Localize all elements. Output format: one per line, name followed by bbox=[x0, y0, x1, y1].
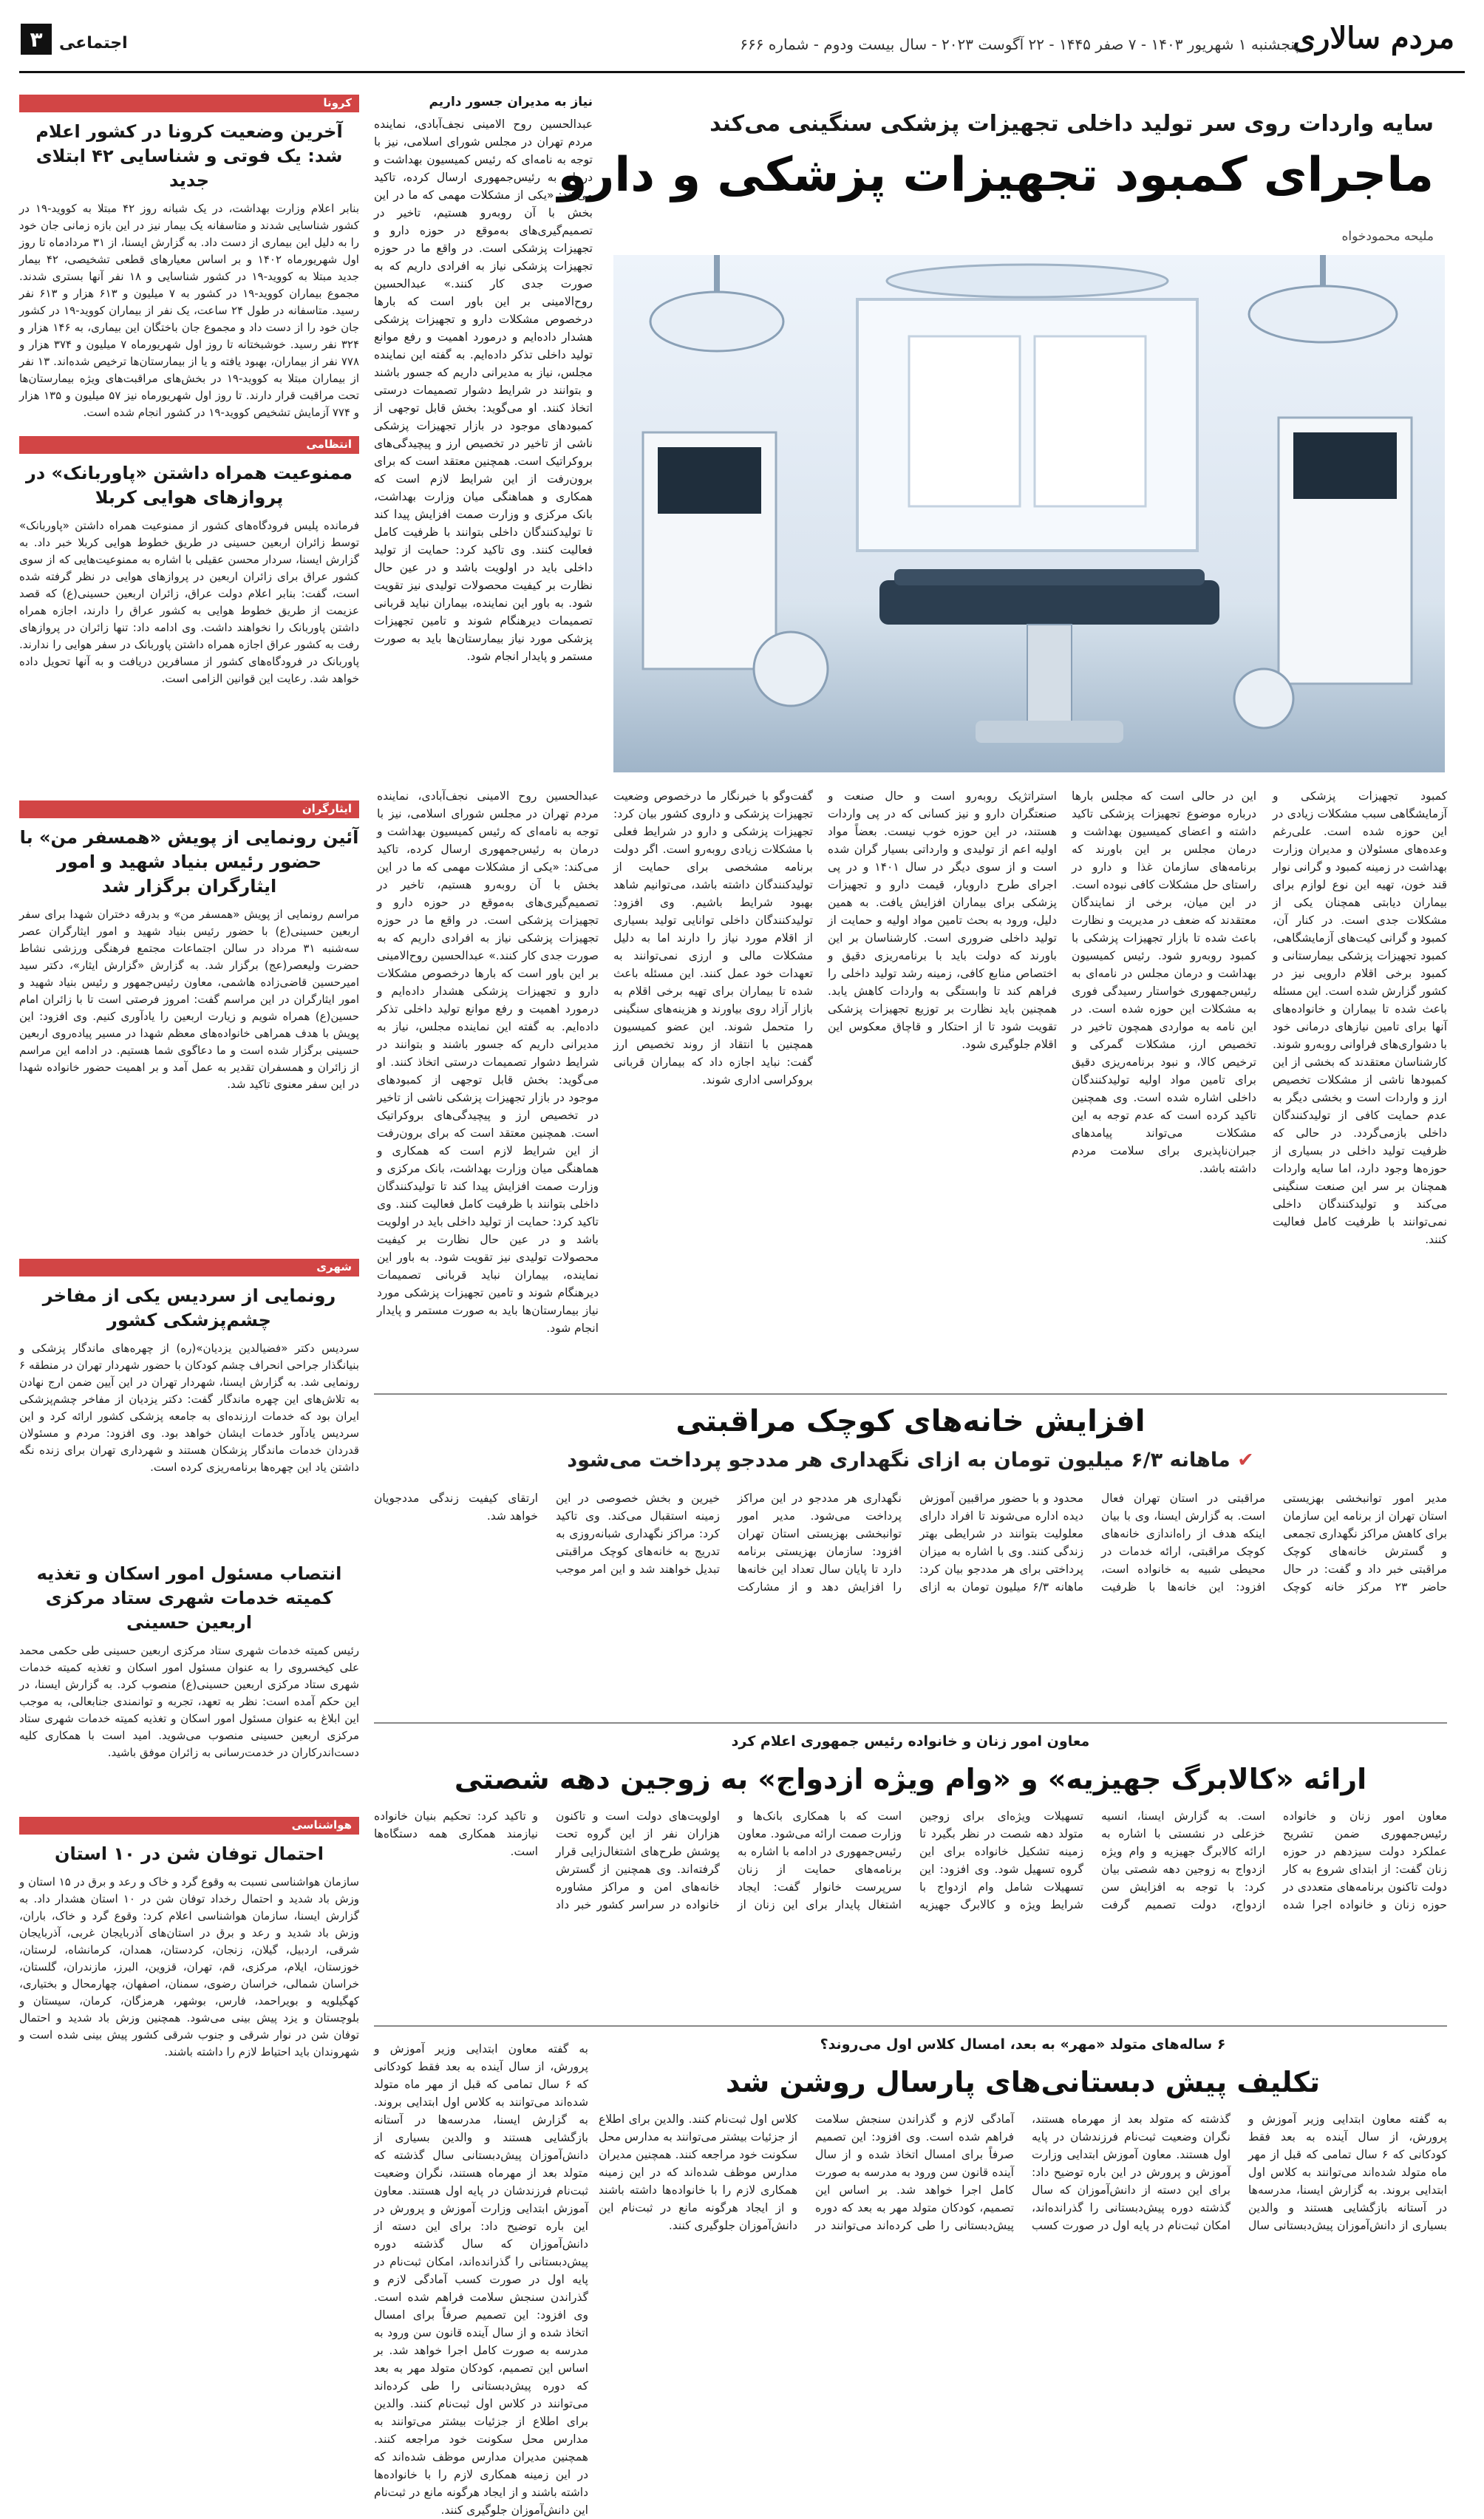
story3-title: ارائه «کالابرگ جهیزیه» و «وام ویژه ازدواج» به زوجین دهه شصتی bbox=[454, 1763, 1367, 1795]
lead-column-3: استراتژیک روبه‌رو است و حال صنعت و صنعتگران دارو و نیز کسانی که در پی واردات هستند، در این حوزه خوب نیست. بعضاً مواد اولیه اعم از تولیدی و وارداتی بسیار گران شده است و از سوی دیگر در سال ۱۴۰۱ و در پی اجرای طرح دارویار، قیمت دارو و تجهیزات پزشکی برای بیماران افزایش یافت. به همین دلیل، ورود به بحث تامین مواد اولیه و حمایت از تولید داخلی ضروری است. کارشناسان بر این باورند که دولت باید با برنامه‌ریزی دقیق و اختصاص منابع کافی، زمینه رشد تولید داخلی را فراهم کند تا وابستگی به واردات کاهش یابد. همچنین باید نظارت بر توزیع تجهیزات پزشکی تقویت شود تا از احتکار و قاچاق معکوس این اقلام جلوگیری شود. bbox=[828, 789, 1058, 1051]
lead-column-4: گفت‌وگو با خبرنگار ما درخصوص وضعیت تجهیزات پزشکی و داروی کشور بیان کرد: تجهیزات پزشکی و دارو در شرایط فعلی با مشکلات زیادی روبه‌رو است. اگر دولت برنامه مشخصی برای حمایت از تولیدکنندگان داشته باشد، می‌توانیم شاهد بهبود شرایط باشیم. وی افزود: تولیدکنندگان داخلی توانایی تولید بسیاری از اقلام مورد نیاز را دارند اما به دلیل مشکلات مالی و ارزی نمی‌توانند به تعهدات خود عمل کنند. این مسئله باعث شده تا بیماران برای تهیه برخی اقلام به بازار آزاد روی بیاورند و هزینه‌های سنگینی را متحمل شوند. این عضو کمیسیون همچنین با انتقاد از روند تخصیص ارز گفت: نباید اجازه داد که بیماران قربانی بروکراسی اداری شوند. bbox=[613, 789, 813, 1087]
lead-column-1: کمبود تجهیزات پزشکی و آزمایشگاهی سبب مشکلات زیادی در این حوزه شده است. علی‌رغم وعده‌های مسئولان و مدیران وزارت بهداشت در زمینه کمبود و گرانی نوار قند خون، تهیه این نوع لوازم برای بیماران دیابتی همچنان یکی از مشکلات جدی است. در کنار آن، کمبود و گرانی کیت‌های آزمایشگاهی، کمبود تجهیزات پزشکی بیمارستانی و کمبود برخی اقلام دارویی نیز در کشور گزارش شده است. این مسئله باعث شده تا بیماران و خانواده‌های آنها برای تامین نیازهای درمانی خود با دشواری‌های فراوانی روبه‌رو شوند. کارشناسان معتقدند که بخشی از این کمبودها ناشی از مشکلات تخصیص ارز و واردات است و بخشی دیگر به عدم حمایت کافی از تولیدکنندگان داخلی بازمی‌گردد. در حالی که ظرفیت تولید داخلی در بسیاری از حوزه‌ها وجود دارد، اما سایه واردات همچنان بر سر این صنعت سنگینی می‌کند و تولیدکنندگان داخلی نمی‌توانند با ظرفیت کامل فعالیت کنند. bbox=[1273, 789, 1447, 1246]
story3-kicker: معاون امور زنان و خانواده رئیس جمهوری اعلام کرد bbox=[731, 1733, 1090, 1750]
sidebar-story-appointment bbox=[19, 1562, 359, 1806]
newspaper-brand: مردم سالاری bbox=[1292, 21, 1454, 55]
story2-subtitle bbox=[374, 1449, 1447, 1472]
story-headline: رونمایی از سردیس یکی از مفاخر چشم‌پزشکی کشور bbox=[42, 1285, 336, 1330]
lead-column-5: عبدالحسین روح الامینی نجف‌آبادی، نماینده مردم تهران در مجلس شورای اسلامی، نیز با توجه به نامه‌ای که رئیس کمیسیون بهداشت و درمان به رئیس‌جمهوری ارسال کرده، تاکید می‌کند: «یکی از مشکلات مهمی که ما در این بخش با آن روبه‌رو هستیم، تاخیر در تصمیم‌گیری‌های به‌موقع در حوزه دارو و تجهیزات پزشکی است. در واقع ما در حوزه تجهیزات پزشکی نیاز به افرادی داریم که به صورت جدی کار کنند.» عبدالحسین روح‌الامینی بر این باور است که بارها درخصوص مشکلات دارو و تجهیزات پزشکی هشدار داده‌ایم و درمورد اهمیت و رفع موانع تولید داخلی تذکر داده‌ایم. به گفته این نماینده مجلس، نیاز به مدیرانی داریم که جسور باشند و بتوانند در شرایط دشوار تصمیمات درستی اتخاذ کنند. او می‌گوید: بخش قابل توجهی از کمبودهای موجود در بازار تجهیزات پزشکی ناشی از تاخیر در تخصیص ارز و پیچیدگی‌های بروکراتیک است. همچنین معتقد است که برای برون‌رفت از این شرایط لازم است که همکاری و هماهنگی میان وزارت بهداشت، بانک مرکزی و وزارت صمت افزایش پیدا کند تا تولیدکنندگان داخلی بتوانند با ظرفیت کامل فعالیت کنند. وی تاکید کرد: حمایت از تولید داخلی باید در اولویت باشد و در عین حال نظارت بر کیفیت محصولات تولیدی نیز تقویت شود. به باور این نماینده، بیماران نباید قربانی تصمیمات دیرهنگام شوند و تامین تجهیزات پزشکی مورد نیاز بیمارستان‌ها باید به صورت مستمر و پایدار انجام شود. bbox=[377, 789, 599, 1335]
category-tag: شهری bbox=[19, 1259, 359, 1277]
lead-kicker: سایه واردات روی سر تولید داخلی تجهیزات پزشکی سنگینی می‌کند bbox=[709, 111, 1434, 137]
section-title: اجتماعی bbox=[59, 34, 128, 52]
sidebar-news bbox=[19, 95, 359, 2342]
story4-body-left: به گفته معاون ابتدایی وزیر آموزش و پرورش، از سال آینده به بعد فقط کودکانی که ۶ سال تمامی که قبل از مهر ماه متولد شده‌اند می‌توانند به کلاس اول ابتدایی بروند. به گزارش ایسنا، مدرسه‌ها در آستانه بازگشایی هستند و والدین بسیاری از دانش‌آموزان پیش‌دبستانی سال گذشته که متولد بعد از مهرماه هستند، نگران وضعیت ثبت‌نام فرزندشان در پایه اول هستند. معاون آموزش ابتدایی وزارت آموزش و پرورش در این باره توضیح داد: برای این دسته از دانش‌آموزان که سال گذشته دوره پیش‌دبستانی را گذرانده‌اند، امکان ثبت‌نام در پایه اول در صورت کسب آمادگی لازم و گذراندن سنجش سلامت فراهم شده است. وی افزود: این تصمیم صرفاً برای امسال اتخاذ شده و از سال آینده قانون سن ورود به مدرسه به صورت کامل اجرا خواهد شد. بر اساس این تصمیم، کودکان متولد مهر به بعد که دوره پیش‌دبستانی را طی کرده‌اند می‌توانند در کلاس اول ثبت‌نام کنند. والدین برای اطلاع از جزئیات بیشتر می‌توانند به مدارس محل سکونت خود مراجعه کنند. همچنین مدیران مدارس موظف شده‌اند که در این زمینه همکاری لازم را با خانواده‌ها داشته باشند و از ایجاد هرگونه مانع در ثبت‌نام این دانش‌آموزان جلوگیری کنند. bbox=[374, 2042, 588, 2517]
sidebar-story-veterans bbox=[19, 800, 359, 1251]
story-headline: ممنوعیت همراه داشتن «پاوربانک» در پروازهای هوایی کربلا bbox=[26, 463, 353, 508]
sidebar-story-corona bbox=[19, 95, 359, 427]
story-body: رئیس کمیته خدمات شهری ستاد مرکزی اربعین حسینی طی حکمی محمد علی کیخسروی را به عنوان مسئول امور اسکان و تغذیه کمیته خدمات شهری ستاد مرکزی اربعین حسینی(ع) منصوب کرد. به گزارش ایسنا، در این حکم آمده است: نظر به تعهد، تجربه و توانمندی جنابعالی، به موجب این ابلاغ به عنوان مسئول امور اسکان و تغذیه کمیته خدمات شهری ستاد مرکزی اربعین حسینی منصوب می‌شوید. امید است با همکاری کلیه دست‌اندرکاران در خدمت‌رسانی به زائران موفق باشید. bbox=[19, 1644, 359, 1759]
lead-title: ماجرای کمبود تجهیزات پزشکی و دارو bbox=[557, 148, 1434, 203]
page-number: ۳ bbox=[21, 24, 52, 55]
section-divider bbox=[374, 1722, 1447, 1724]
story-body: سازمان هواشناسی نسبت به وقوع گرد و خاک و رعد و برق در ۱۵ استان و وزش باد شدید و احتمال رخداد توفان شن در ۱۰ استان هشدار داد. به گزارش ایسنا، سازمان هواشناسی اعلام کرد: وقوع گرد و خاک، باران، وزش باد شدید و رعد و برق در استان‌های آذربایجان غربی، آذربایجان شرقی، اردبیل، گیلان، زنجان، کردستان، همدان، کرمانشاه، لرستان، خوزستان، ایلام، مرکزی، قم، تهران، قزوین، البرز، مازندران، گلستان، خراسان شمالی، خراسان رضوی، سمنان، اصفهان، چهارمحال و بختیاری، کهگیلویه و بویراحمد، فارس، بوشهر، هرمزگان، کرمان، سیستان و بلوچستان و یزد پیش بینی می‌شود. همچنین وزش باد شدید و احتمال توفان شن در نوار شرقی و جنوب شرقی کشور پیش بینی شده است و شهروندان باید احتیاط لازم را داشته باشند. bbox=[19, 1875, 359, 2059]
story4-title: تکلیف پیش دبستانی‌های پارسال روشن شد bbox=[725, 2066, 1321, 2098]
sidebar-story-city bbox=[19, 1259, 359, 1547]
category-tag: کرونا bbox=[19, 95, 359, 112]
story2-title: افزایش خانه‌های کوچک مراقبتی bbox=[675, 1404, 1146, 1438]
story2-subtitle-text: ماهانه ۶/۳ میلیون تومان به ازای نگهداری هر مددجو پرداخت می‌شود bbox=[567, 1449, 1231, 1472]
story4-body: به گفته معاون ابتدایی وزیر آموزش و پرورش، از سال آینده به بعد فقط کودکانی که ۶ سال تمامی که قبل از مهر ماه متولد شده‌اند می‌توانند به کلاس اول ابتدایی بروند. به گزارش ایسنا، مدرسه‌ها در آستانه بازگشایی هستند و والدین بسیاری از دانش‌آموزان پیش‌دبستانی سال گذشته که متولد بعد از مهرماه هستند، نگران وضعیت ثبت‌نام فرزندشان در پایه اول هستند. معاون آموزش ابتدایی وزارت آموزش و پرورش در این باره توضیح داد: برای این دسته از دانش‌آموزان که سال گذشته دوره پیش‌دبستانی را گذرانده‌اند، امکان ثبت‌نام در پایه اول در صورت کسب آمادگی لازم و گذراندن سنجش سلامت فراهم شده است. وی افزود: این تصمیم صرفاً برای امسال اتخاذ شده و از سال آینده قانون سن ورود به مدرسه به صورت کامل اجرا خواهد شد. بر اساس این تصمیم، کودکان متولد مهر به بعد که دوره پیش‌دبستانی را طی کرده‌اند می‌توانند در کلاس اول ثبت‌نام کنند. والدین برای اطلاع از جزئیات بیشتر می‌توانند به مدارس محل سکونت خود مراجعه کنند. همچنین مدیران مدارس موظف شده‌اند که در این زمینه همکاری لازم را با خانواده‌ها داشته باشند و از ایجاد هرگونه مانع در ثبت‌نام این دانش‌آموزان جلوگیری کنند. bbox=[599, 2112, 1447, 2232]
column-body: عبدالحسین روح الامینی نجف‌آبادی، نماینده مردم تهران در مجلس شورای اسلامی، نیز با توجه به نامه‌ای که رئیس کمیسیون بهداشت و درمان به رئیس‌جمهوری ارسال کرده، تاکید می‌کند: «یکی از مشکلات مهمی که ما در این بخش با آن روبه‌رو هستیم، تاخیر در تصمیم‌گیری‌های به‌موقع در حوزه دارو و تجهیزات پزشکی است. در واقع ما در حوزه تجهیزات پزشکی نیاز به افرادی داریم که به صورت جدی کار کنند.» عبدالحسین روح‌الامینی بر این باور است که بارها درخصوص مشکلات دارو و تجهیزات پزشکی هشدار داده‌ایم و درمورد اهمیت و رفع موانع تولید داخلی تذکر داده‌ایم. به گفته این نماینده مجلس، نیاز به مدیرانی داریم که جسور باشند و بتوانند در شرایط دشوار تصمیمات درستی اتخاذ کنند. او می‌گوید: بخش قابل توجهی از کمبودهای موجود در بازار تجهیزات پزشکی ناشی از تاخیر در تخصیص ارز و پیچیدگی‌های بروکراتیک است. همچنین معتقد است که برای برون‌رفت از این شرایط لازم است که همکاری و هماهنگی میان وزارت بهداشت، بانک مرکزی و وزارت صمت افزایش پیدا کند تا تولیدکنندگان داخلی بتوانند با ظرفیت کامل فعالیت کنند. وی تاکید کرد: حمایت از تولید داخلی باید در اولویت باشد و در عین حال نظارت بر کیفیت محصولات تولیدی نیز تقویت شود. به باور این نماینده، بیماران نباید قربانی تصمیمات دیرهنگام شوند و تامین تجهیزات پزشکی مورد نیاز بیمارستان‌ها باید به صورت مستمر و پایدار انجام شود. bbox=[374, 118, 593, 663]
lead-column-2: این در حالی است که مجلس بارها درباره موضوع تجهیزات پزشکی تاکید داشته و اعضای کمیسیون بهداشت و درمان مجلس بر این باورند که برنامه‌های سازمان غذا و دارو در راستای حل مشکلات کافی نبوده است. در این میان، برخی از نمایندگان معتقدند که ضعف در مدیریت و نظارت باعث شده تا بازار تجهیزات پزشکی با کمبود روبه‌رو شود. رئیس کمیسیون بهداشت و درمان مجلس در نامه‌ای به رئیس‌جمهوری خواستار رسیدگی فوری به مشکلات این حوزه شده است. در این نامه به مواردی همچون تاخیر در تخصیص ارز، مشکلات گمرکی و ترخیص کالا، و نبود برنامه‌ریزی دقیق برای تامین مواد اولیه تولیدکنندگان داخلی اشاره شده است. وی همچنین تاکید کرده است که عدم توجه به این مشکلات می‌تواند پیامدهای جبران‌ناپذیری برای سلامت مردم داشته باشد. bbox=[1072, 789, 1256, 1175]
header-divider bbox=[19, 71, 1465, 73]
masthead bbox=[0, 16, 1484, 68]
lead-byline: ملیحه محمودخواه bbox=[1341, 229, 1434, 244]
issue-line: پنجشنبه ۱ شهریور ۱۴۰۳ - ۷ صفر ۱۴۴۵ - ۲۲ آگوست ۲۰۲۳ - سال بیست ودوم - شماره ۶۶۶ bbox=[740, 35, 1299, 53]
sidebar-story-police bbox=[19, 436, 359, 850]
story3-body: معاون امور زنان و خانواده رئیس‌جمهوری ضمن تشریح عملکرد دولت سیزدهم در حوزه زنان گفت: از ابتدای شروع به کار دولت تاکنون برنامه‌های متعددی در حوزه زنان و خانواده اجرا شده است. به گزارش ایسنا، انسیه خزعلی در نشستی با اشاره به ارائه کالابرگ جهیزیه و وام ویژه ازدواج به زوجین دهه شصتی بیان کرد: با توجه به افزایش سن ازدواج، دولت تصمیم گرفت تسهیلات ویژه‌ای برای زوجین متولد دهه شصت در نظر بگیرد تا زمینه تشکیل خانواده برای این گروه تسهیل شود. وی افزود: این تسهیلات شامل وام ازدواج با شرایط ویژه و کالابرگ جهیزیه است که با همکاری بانک‌ها و وزارت صمت ارائه می‌شود. معاون رئیس‌جمهوری در ادامه با اشاره به برنامه‌های حمایت از زنان سرپرست خانوار گفت: ایجاد اشتغال پایدار برای این زنان از اولویت‌های دولت است و تاکنون هزاران نفر از این گروه تحت پوشش طرح‌های اشتغال‌زایی قرار گرفته‌اند. وی همچنین از گسترش خانه‌های امن و مراکز مشاوره خانواده در سراسر کشور خبر داد و تاکید کرد: تحکیم بنیان خانواده نیازمند همکاری همه دستگاه‌ها است. bbox=[374, 1809, 1447, 1911]
story-body: فرمانده پلیس فرودگاه‌های کشور از ممنوعیت همراه داشتن «پاوربانک» توسط زائران اربعین حسینی در طریق خطوط هوایی کربلا خبر داد. به گزارش ایسنا، سردار محسن عقیلی با اشاره به ممنوعیت‌هایی که از سوی کشور عراق برای زائران اربعین در پروازهای هوایی در نظر گرفته شده است، گفت: بنابر اعلام دولت عراق، زائران اربعین حسینی(ع) که قصد عزیمت از طریق خطوط هوایی به کشور عراق را دارند، اجازه همراه داشتن پاوربانک را نخواهند داشت. وی ادامه داد: تنها زائران در پروازهای رفت به کشور عراق اجازه همراه داشتن پاوربانک در سفر هوایی را ندارند. پاوربانک در فرودگاه‌های کشور از مسافرین دریافت و به آنها تحویل داده خواهد شد. رعایت این قوانین الزامی است. bbox=[19, 519, 359, 685]
story-headline: آخرین وضعیت کرونا در کشور اعلام شد: یک فوتی و شناسایی ۴۲ ابتلای جدید bbox=[35, 121, 343, 191]
category-tag: ایثارگران bbox=[19, 800, 359, 818]
story-body: سردیس دکتر «فضیالدین یزدیان»(ره) از چهره‌های ماندگار پزشکی و بنیانگذار جراحی انحراف چشم کودکان با حضور شهردار تهران در منطقه ۶ رونمایی شد. به گزارش ایسنا، شهردار تهران در این آیین ضمن ارج نهادن به تلاش‌های این چهره ماندگار گفت: دکتر یزدیان از مفاخر چشم‌پزشکی ایران بود که خدمات ارزنده‌ای به جامعه پزشکی کشور ارائه کرد و این سردیس یادآور خدمات ایشان خواهد بود. وی افزود: مردم و مسئولان قدردان خدمات ماندگار پزشکان هستند و شهرداری تهران برای زنده نگه داشتن یاد این چهره‌ها برنامه‌ریزی کرده است. bbox=[19, 1342, 359, 1474]
section-divider bbox=[374, 2025, 1447, 2027]
story2-body: مدیر امور توانبخشی بهزیستی استان تهران از برنامه این سازمان برای کاهش مراکز نگهداری تجمعی و گسترش خانه‌های کوچک مراقبتی خبر داد و گفت: در حال حاضر ۲۳ مرکز خانه کوچک مراقبتی در استان تهران فعال است. به گزارش ایسنا، وی با بیان اینکه هدف از راه‌اندازی خانه‌های کوچک مراقبتی، ارائه خدمات در محیطی شبیه به خانواده است، افزود: این خانه‌ها با ظرفیت محدود و با حضور مراقبین آموزش دیده اداره می‌شوند تا افراد دارای معلولیت بتوانند در شرایطی بهتر زندگی کنند. وی با اشاره به میزان پرداختی برای هر مددجو بیان کرد: ماهانه ۶/۳ میلیون تومان به ازای نگهداری هر مددجو در این مراکز پرداخت می‌شود. مدیر امور توانبخشی بهزیستی استان تهران افزود: سازمان بهزیستی برنامه دارد تا پایان سال تعداد این خانه‌ها را افزایش دهد و از مشارکت خیرین و بخش خصوصی در این زمینه استقبال می‌کند. وی تاکید کرد: مراکز نگهداری شبانه‌روزی به تدریج به خانه‌های کوچک مراقبتی تبدیل خواهند شد و این امر موجب ارتقای کیفیت زندگی مددجویان خواهد شد. bbox=[374, 1492, 1447, 1594]
story4-kicker: ۶ ساله‌های متولد «مهر» به بعد، امسال کلاس اول می‌روند؟ bbox=[820, 2036, 1226, 2053]
story-headline: احتمال توفان شن در ۱۰ استان bbox=[54, 1843, 324, 1864]
story-body: مراسم رونمایی از پویش «همسفر من» و بدرقه دختران شهدا برای سفر اربعین حسینی(ع) با حضور رئیس بنیاد شهید و امور ایثارگران عصر سه‌شنبه ۳۱ مرداد در سالن اجتماعات مجتمع فرهنگی ورزشی نشاط حضرت ولیعصر(عج) برگزار شد. به گزارش «گزارش ایثار»، دکتر سید امیرحسین قاضی‌زاده هاشمی، معاون رئیس‌جمهور و رئیس بنیاد شهید و امور ایثارگران در این مراسم گفت: امروز فرصتی است تا با زائران امام حسین(ع) همراه شویم و زیارت اربعین را یادآوری کنیم. وی افزود: این پویش با هدف همراهی خانواده‌های معظم شهدا در مسیر پیاده‌روی اربعین حسینی برگزار شده است و ما دعاگوی شما هستیم. در ادامه این مراسم از زائران و همسفران تقدیر به عمل آمد و بر اهمیت حضور خانواده شهدا در این سفر معنوی تاکید شد. bbox=[19, 908, 359, 1091]
sidebar-story-weather bbox=[19, 1817, 359, 2334]
category-tag: انتظامی bbox=[19, 436, 359, 454]
category-tag: هواشناسی bbox=[19, 1817, 359, 1835]
story-headline: انتصاب مسئول امور اسکان و تغذیه کمیته خدمات شهری ستاد مرکزی اربعین حسینی bbox=[36, 1563, 342, 1633]
checkmark-icon: ✔ bbox=[1237, 1449, 1254, 1472]
column-subhead: نیاز به مدیران جسور داریم bbox=[429, 95, 593, 109]
story-body: بنابر اعلام وزارت بهداشت، در یک شبانه روز ۴۲ مبتلا به کووید-۱۹ در کشور شناسایی شدند و متاسفانه یک بیمار نیز در این بازه زمانی جان خود را به دلیل این بیماری از دست داد. به گزارش ایسنا، از ۳۱ مردادماه تا روز اول شهریورماه ۱۴۰۲ و بر اساس معیارهای قطعی تشخیصی، ۴۲ بیمار جدید مبتلا به کووید-۱۹ در کشور شناسایی و ۱۸ نفر آنها بستری شدند. مجموع بیماران کووید-۱۹ در کشور به ۷ میلیون و ۶۱۳ هزار و ۶۱۳ نفر رسید. متاسفانه در طول ۲۴ ساعت، یک نفر از بیماران کووید-۱۹ در کشور جان خود را از دست داد و مجموع جان باختگان این بیماری، به ۱۴۶ هزار و ۳۲۴ نفر رسید. خوشبختانه تا روز اول شهریورماه ۷ میلیون و ۳۷۴ هزار و ۷۷۸ نفر از بیماران، بهبود یافته و یا از بیمارستان‌ها ترخیص شده‌اند. ۱۳ نفر از بیماران مبتلا به کووید-۱۹ در بخش‌های مراقبت‌های ویژه بیمارستان‌ها تحت مراقبت قرار دارند. تا روز اول شهریورماه نیز ۵۷ میلیون و ۱۳۵ هزار و ۷۷۴ آزمایش تشخیص کووید-۱۹ در کشور انجام شده است. bbox=[19, 202, 360, 419]
operating-room-photo bbox=[613, 255, 1445, 772]
section-divider bbox=[374, 1393, 1447, 1395]
story-headline: آئین رونمایی از پویش «همسفر من» با حضور رئیس بنیاد شهید و امور ایثارگران برگزار شد bbox=[19, 827, 359, 897]
